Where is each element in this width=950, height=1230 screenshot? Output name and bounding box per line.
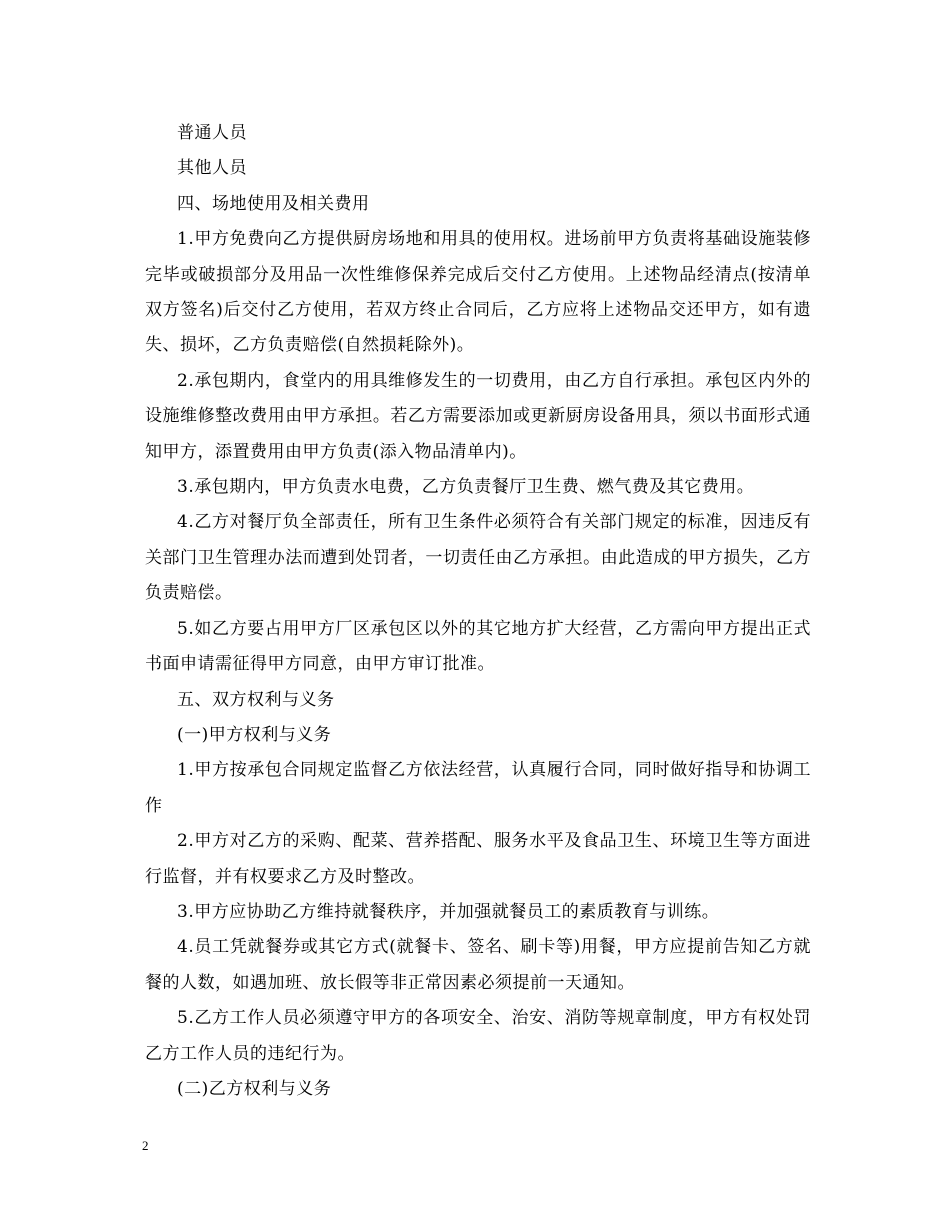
paragraph-staff-ordinary: 普通人员 bbox=[177, 123, 247, 143]
paragraph-4-4: 4.乙方对餐厅负全部责任，所有卫生条件必须符合有关部门规定的标准，因违反有关部门卫生管理办法而遭到处罚者，一切责任由乙方承担。由此造成的甲方损失，乙方负责赔偿。 bbox=[145, 512, 811, 604]
paragraph-staff-other: 其他人员 bbox=[177, 158, 247, 179]
paragraph-4-3: 3.承包期内，甲方负责水电费，乙方负责餐厅卫生费、燃气费及其它费用。 bbox=[177, 477, 755, 498]
section-heading-5: 五、双方权利与义务 bbox=[177, 689, 335, 710]
paragraph-5a-5: 5.乙方工作人员必须遵守甲方的各项安全、治安、消防等规章制度，甲方有权处罚乙方工作人员的违纪行为。 bbox=[145, 1008, 811, 1064]
paragraph-5a-1: 1.甲方按承包合同规定监督乙方依法经营，认真履行合同，同时做好指导和协调工作 bbox=[145, 760, 811, 816]
document-body bbox=[145, 116, 811, 1107]
section-heading-4: 四、场地使用及相关费用 bbox=[177, 193, 370, 214]
paragraph-4-1: 1.甲方免费向乙方提供厨房场地和用具的使用权。进场前甲方负责将基础设施装修完毕或破损部分及用品一次性维修保养完成后交付乙方使用。上述物品经清点(按清单双方签名)后交付乙方使用，若双方终止合同后，乙方应将上述物品交还甲方，如有遗失、损坏，乙方负责赔偿(自然损耗除外)。 bbox=[145, 229, 811, 356]
subsection-heading-party-b: (二)乙方权利与义务 bbox=[177, 1078, 332, 1099]
paragraph-5a-2: 2.甲方对乙方的采购、配菜、营养搭配、服务水平及食品卫生、环境卫生等方面进行监督，并有权要求乙方及时整改。 bbox=[145, 831, 811, 887]
paragraph-5a-3: 3.甲方应协助乙方维持就餐秩序，并加强就餐员工的素质教育与训练。 bbox=[177, 901, 720, 922]
paragraph-4-5: 5.如乙方要占用甲方厂区承包区以外的其它地方扩大经营，乙方需向甲方提出正式书面申请需征得甲方同意，由甲方审订批准。 bbox=[145, 618, 811, 675]
page-number: 2 bbox=[142, 1138, 149, 1153]
subsection-heading-party-a: (一)甲方权利与义务 bbox=[177, 724, 332, 745]
paragraph-5a-4: 4.员工凭就餐券或其它方式(就餐卡、签名、刷卡等)用餐，甲方应提前告知乙方就餐的人数，如遇加班、放长假等非正常因素必须提前一天通知。 bbox=[145, 937, 811, 993]
paragraph-4-2: 2.承包期内，食堂内的用具维修发生的一切费用，由乙方自行承担。承包区内外的设施维修整改费用由甲方承担。若乙方需要添加或更新厨房设备用具，须以书面形式通知甲方，添置费用由甲方负责(添入物品清单内)。 bbox=[145, 370, 811, 462]
